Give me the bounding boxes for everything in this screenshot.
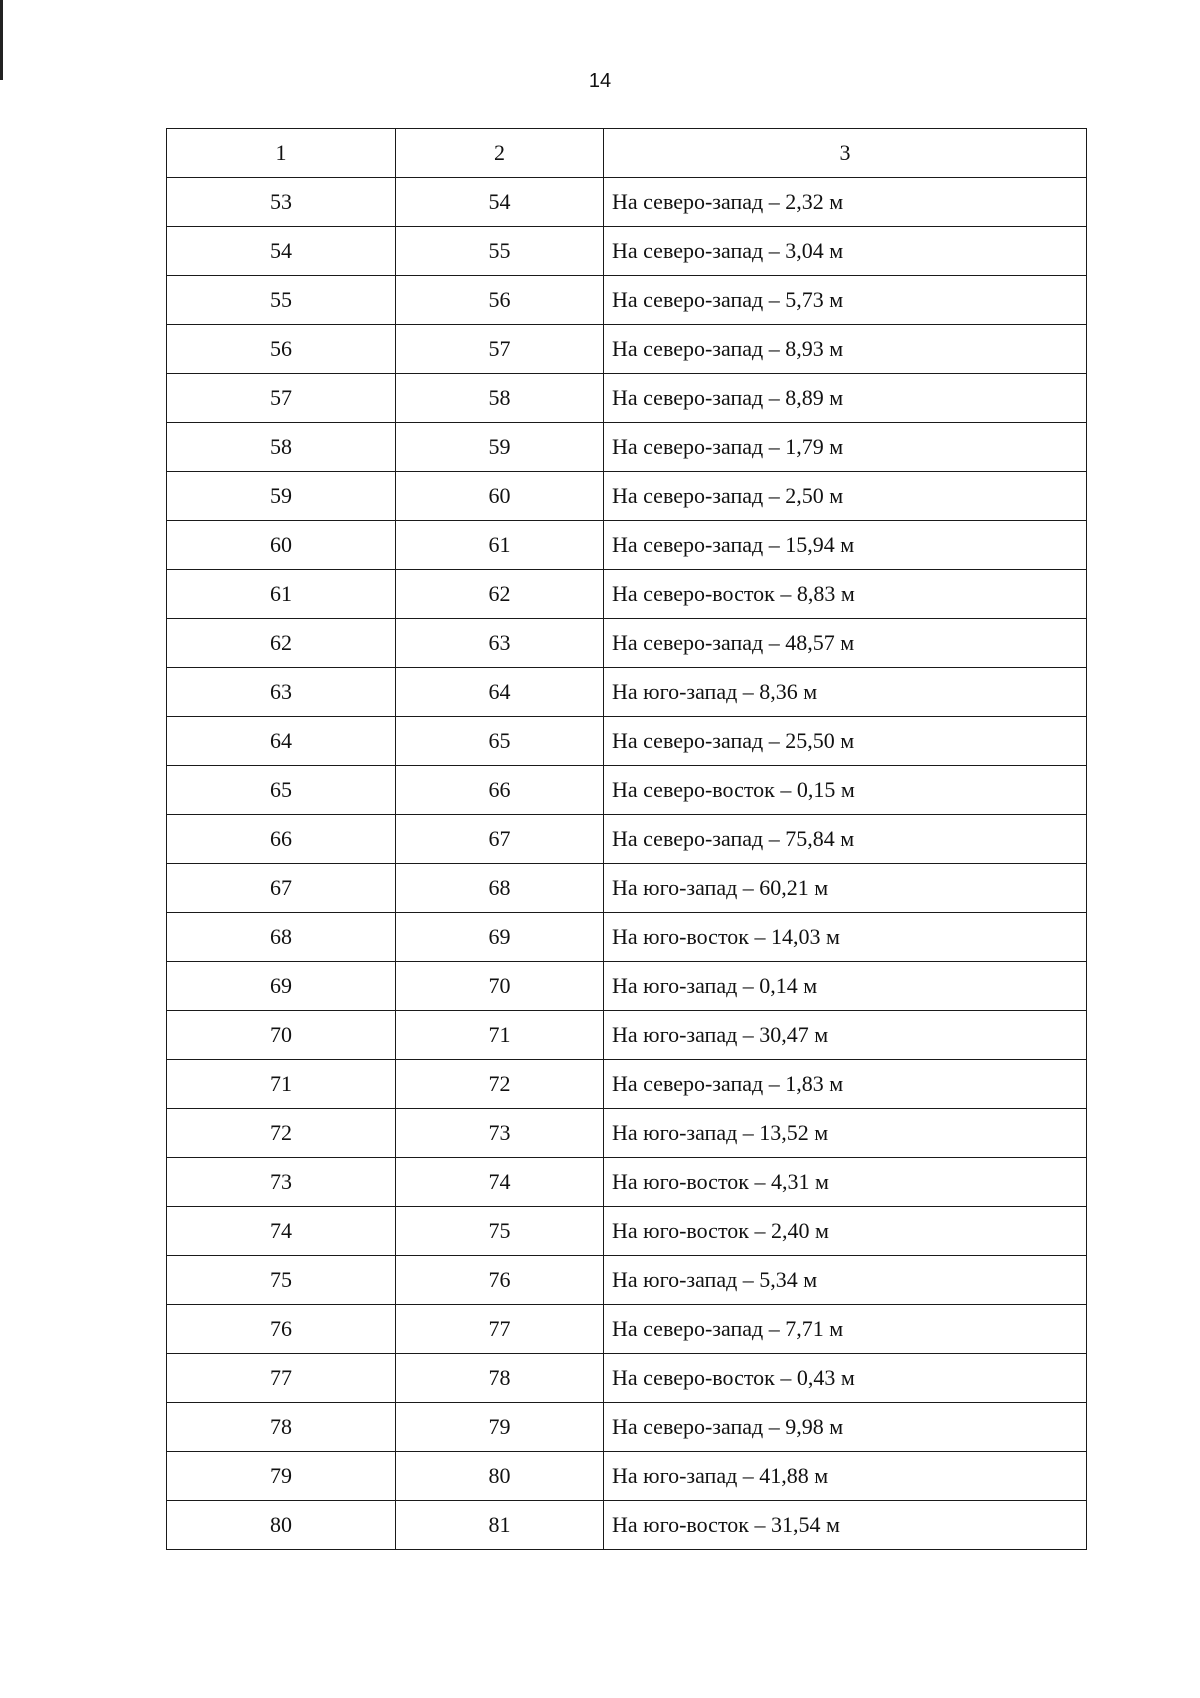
from-point-cell: 62 [167, 619, 396, 668]
from-point-cell: 75 [167, 1256, 396, 1305]
direction-distance-cell: На северо-запад – 8,93 м [604, 325, 1087, 374]
direction-distance-cell: На юго-восток – 2,40 м [604, 1207, 1087, 1256]
to-point-cell: 80 [396, 1452, 604, 1501]
direction-distance-cell: На северо-запад – 15,94 м [604, 521, 1087, 570]
direction-distance-cell: На северо-запад – 8,89 м [604, 374, 1087, 423]
table-row [167, 1354, 1087, 1403]
to-point-cell: 78 [396, 1354, 604, 1403]
table-row [167, 766, 1087, 815]
from-point-cell: 55 [167, 276, 396, 325]
table-row [167, 1305, 1087, 1354]
header-cell-3: 3 [604, 129, 1087, 178]
direction-distance-cell: На северо-запад – 25,50 м [604, 717, 1087, 766]
table-row [167, 276, 1087, 325]
direction-distance-cell: На северо-запад – 9,98 м [604, 1403, 1087, 1452]
table-row [167, 717, 1087, 766]
table-row [167, 521, 1087, 570]
to-point-cell: 70 [396, 962, 604, 1011]
direction-distance-cell: На юго-восток – 4,31 м [604, 1158, 1087, 1207]
to-point-cell: 69 [396, 913, 604, 962]
from-point-cell: 73 [167, 1158, 396, 1207]
table-row [167, 668, 1087, 717]
page-edge-mark [0, 0, 3, 80]
from-point-cell: 59 [167, 472, 396, 521]
direction-distance-cell: На северо-запад – 2,50 м [604, 472, 1087, 521]
from-point-cell: 67 [167, 864, 396, 913]
table-row [167, 1158, 1087, 1207]
table-row [167, 570, 1087, 619]
direction-distance-cell: На юго-запад – 30,47 м [604, 1011, 1087, 1060]
to-point-cell: 65 [396, 717, 604, 766]
to-point-cell: 56 [396, 276, 604, 325]
to-point-cell: 60 [396, 472, 604, 521]
to-point-cell: 64 [396, 668, 604, 717]
table-row [167, 227, 1087, 276]
table-row [167, 423, 1087, 472]
direction-distance-cell: На северо-восток – 0,15 м [604, 766, 1087, 815]
table-row [167, 864, 1087, 913]
from-point-cell: 76 [167, 1305, 396, 1354]
direction-distance-cell: На северо-запад – 1,83 м [604, 1060, 1087, 1109]
to-point-cell: 77 [396, 1305, 604, 1354]
from-point-cell: 57 [167, 374, 396, 423]
direction-distance-cell: На северо-запад – 75,84 м [604, 815, 1087, 864]
table-row [167, 1501, 1087, 1550]
from-point-cell: 61 [167, 570, 396, 619]
table-header-row [167, 129, 1087, 178]
table-row [167, 1109, 1087, 1158]
boundary-table [166, 128, 1087, 1550]
direction-distance-cell: На юго-запад – 5,34 м [604, 1256, 1087, 1305]
direction-distance-cell: На юго-восток – 14,03 м [604, 913, 1087, 962]
table-row [167, 472, 1087, 521]
table-row [167, 913, 1087, 962]
from-point-cell: 60 [167, 521, 396, 570]
direction-distance-cell: На юго-запад – 60,21 м [604, 864, 1087, 913]
direction-distance-cell: На северо-восток – 0,43 м [604, 1354, 1087, 1403]
from-point-cell: 74 [167, 1207, 396, 1256]
direction-distance-cell: На северо-запад – 7,71 м [604, 1305, 1087, 1354]
from-point-cell: 64 [167, 717, 396, 766]
to-point-cell: 74 [396, 1158, 604, 1207]
to-point-cell: 67 [396, 815, 604, 864]
direction-distance-cell: На юго-запад – 0,14 м [604, 962, 1087, 1011]
table-row [167, 1207, 1087, 1256]
direction-distance-cell: На юго-восток – 31,54 м [604, 1501, 1087, 1550]
direction-distance-cell: На северо-запад – 1,79 м [604, 423, 1087, 472]
direction-distance-cell: На северо-запад – 48,57 м [604, 619, 1087, 668]
table-header [167, 129, 1087, 178]
from-point-cell: 53 [167, 178, 396, 227]
to-point-cell: 73 [396, 1109, 604, 1158]
to-point-cell: 54 [396, 178, 604, 227]
to-point-cell: 71 [396, 1011, 604, 1060]
from-point-cell: 69 [167, 962, 396, 1011]
from-point-cell: 71 [167, 1060, 396, 1109]
header-cell-2: 2 [396, 129, 604, 178]
table-row [167, 325, 1087, 374]
to-point-cell: 68 [396, 864, 604, 913]
to-point-cell: 61 [396, 521, 604, 570]
direction-distance-cell: На северо-запад – 2,32 м [604, 178, 1087, 227]
table-row [167, 374, 1087, 423]
table-row [167, 815, 1087, 864]
from-point-cell: 66 [167, 815, 396, 864]
from-point-cell: 79 [167, 1452, 396, 1501]
from-point-cell: 77 [167, 1354, 396, 1403]
table-row [167, 1403, 1087, 1452]
table-row [167, 962, 1087, 1011]
direction-distance-cell: На северо-запад – 5,73 м [604, 276, 1087, 325]
from-point-cell: 72 [167, 1109, 396, 1158]
direction-distance-cell: На юго-запад – 13,52 м [604, 1109, 1087, 1158]
direction-distance-cell: На юго-запад – 8,36 м [604, 668, 1087, 717]
to-point-cell: 66 [396, 766, 604, 815]
from-point-cell: 68 [167, 913, 396, 962]
to-point-cell: 57 [396, 325, 604, 374]
to-point-cell: 59 [396, 423, 604, 472]
to-point-cell: 72 [396, 1060, 604, 1109]
to-point-cell: 81 [396, 1501, 604, 1550]
table-row [167, 178, 1087, 227]
table-row [167, 1256, 1087, 1305]
table-body [167, 178, 1087, 1550]
from-point-cell: 58 [167, 423, 396, 472]
from-point-cell: 78 [167, 1403, 396, 1452]
from-point-cell: 70 [167, 1011, 396, 1060]
header-cell-1: 1 [167, 129, 396, 178]
page-number: 14 [588, 70, 612, 92]
from-point-cell: 54 [167, 227, 396, 276]
table-row [167, 1060, 1087, 1109]
to-point-cell: 55 [396, 227, 604, 276]
to-point-cell: 75 [396, 1207, 604, 1256]
table-row [167, 1452, 1087, 1501]
to-point-cell: 76 [396, 1256, 604, 1305]
to-point-cell: 62 [396, 570, 604, 619]
from-point-cell: 65 [167, 766, 396, 815]
from-point-cell: 80 [167, 1501, 396, 1550]
direction-distance-cell: На северо-восток – 8,83 м [604, 570, 1087, 619]
to-point-cell: 63 [396, 619, 604, 668]
direction-distance-cell: На юго-запад – 41,88 м [604, 1452, 1087, 1501]
table-row [167, 1011, 1087, 1060]
to-point-cell: 79 [396, 1403, 604, 1452]
from-point-cell: 63 [167, 668, 396, 717]
table-row [167, 619, 1087, 668]
from-point-cell: 56 [167, 325, 396, 374]
to-point-cell: 58 [396, 374, 604, 423]
direction-distance-cell: На северо-запад – 3,04 м [604, 227, 1087, 276]
